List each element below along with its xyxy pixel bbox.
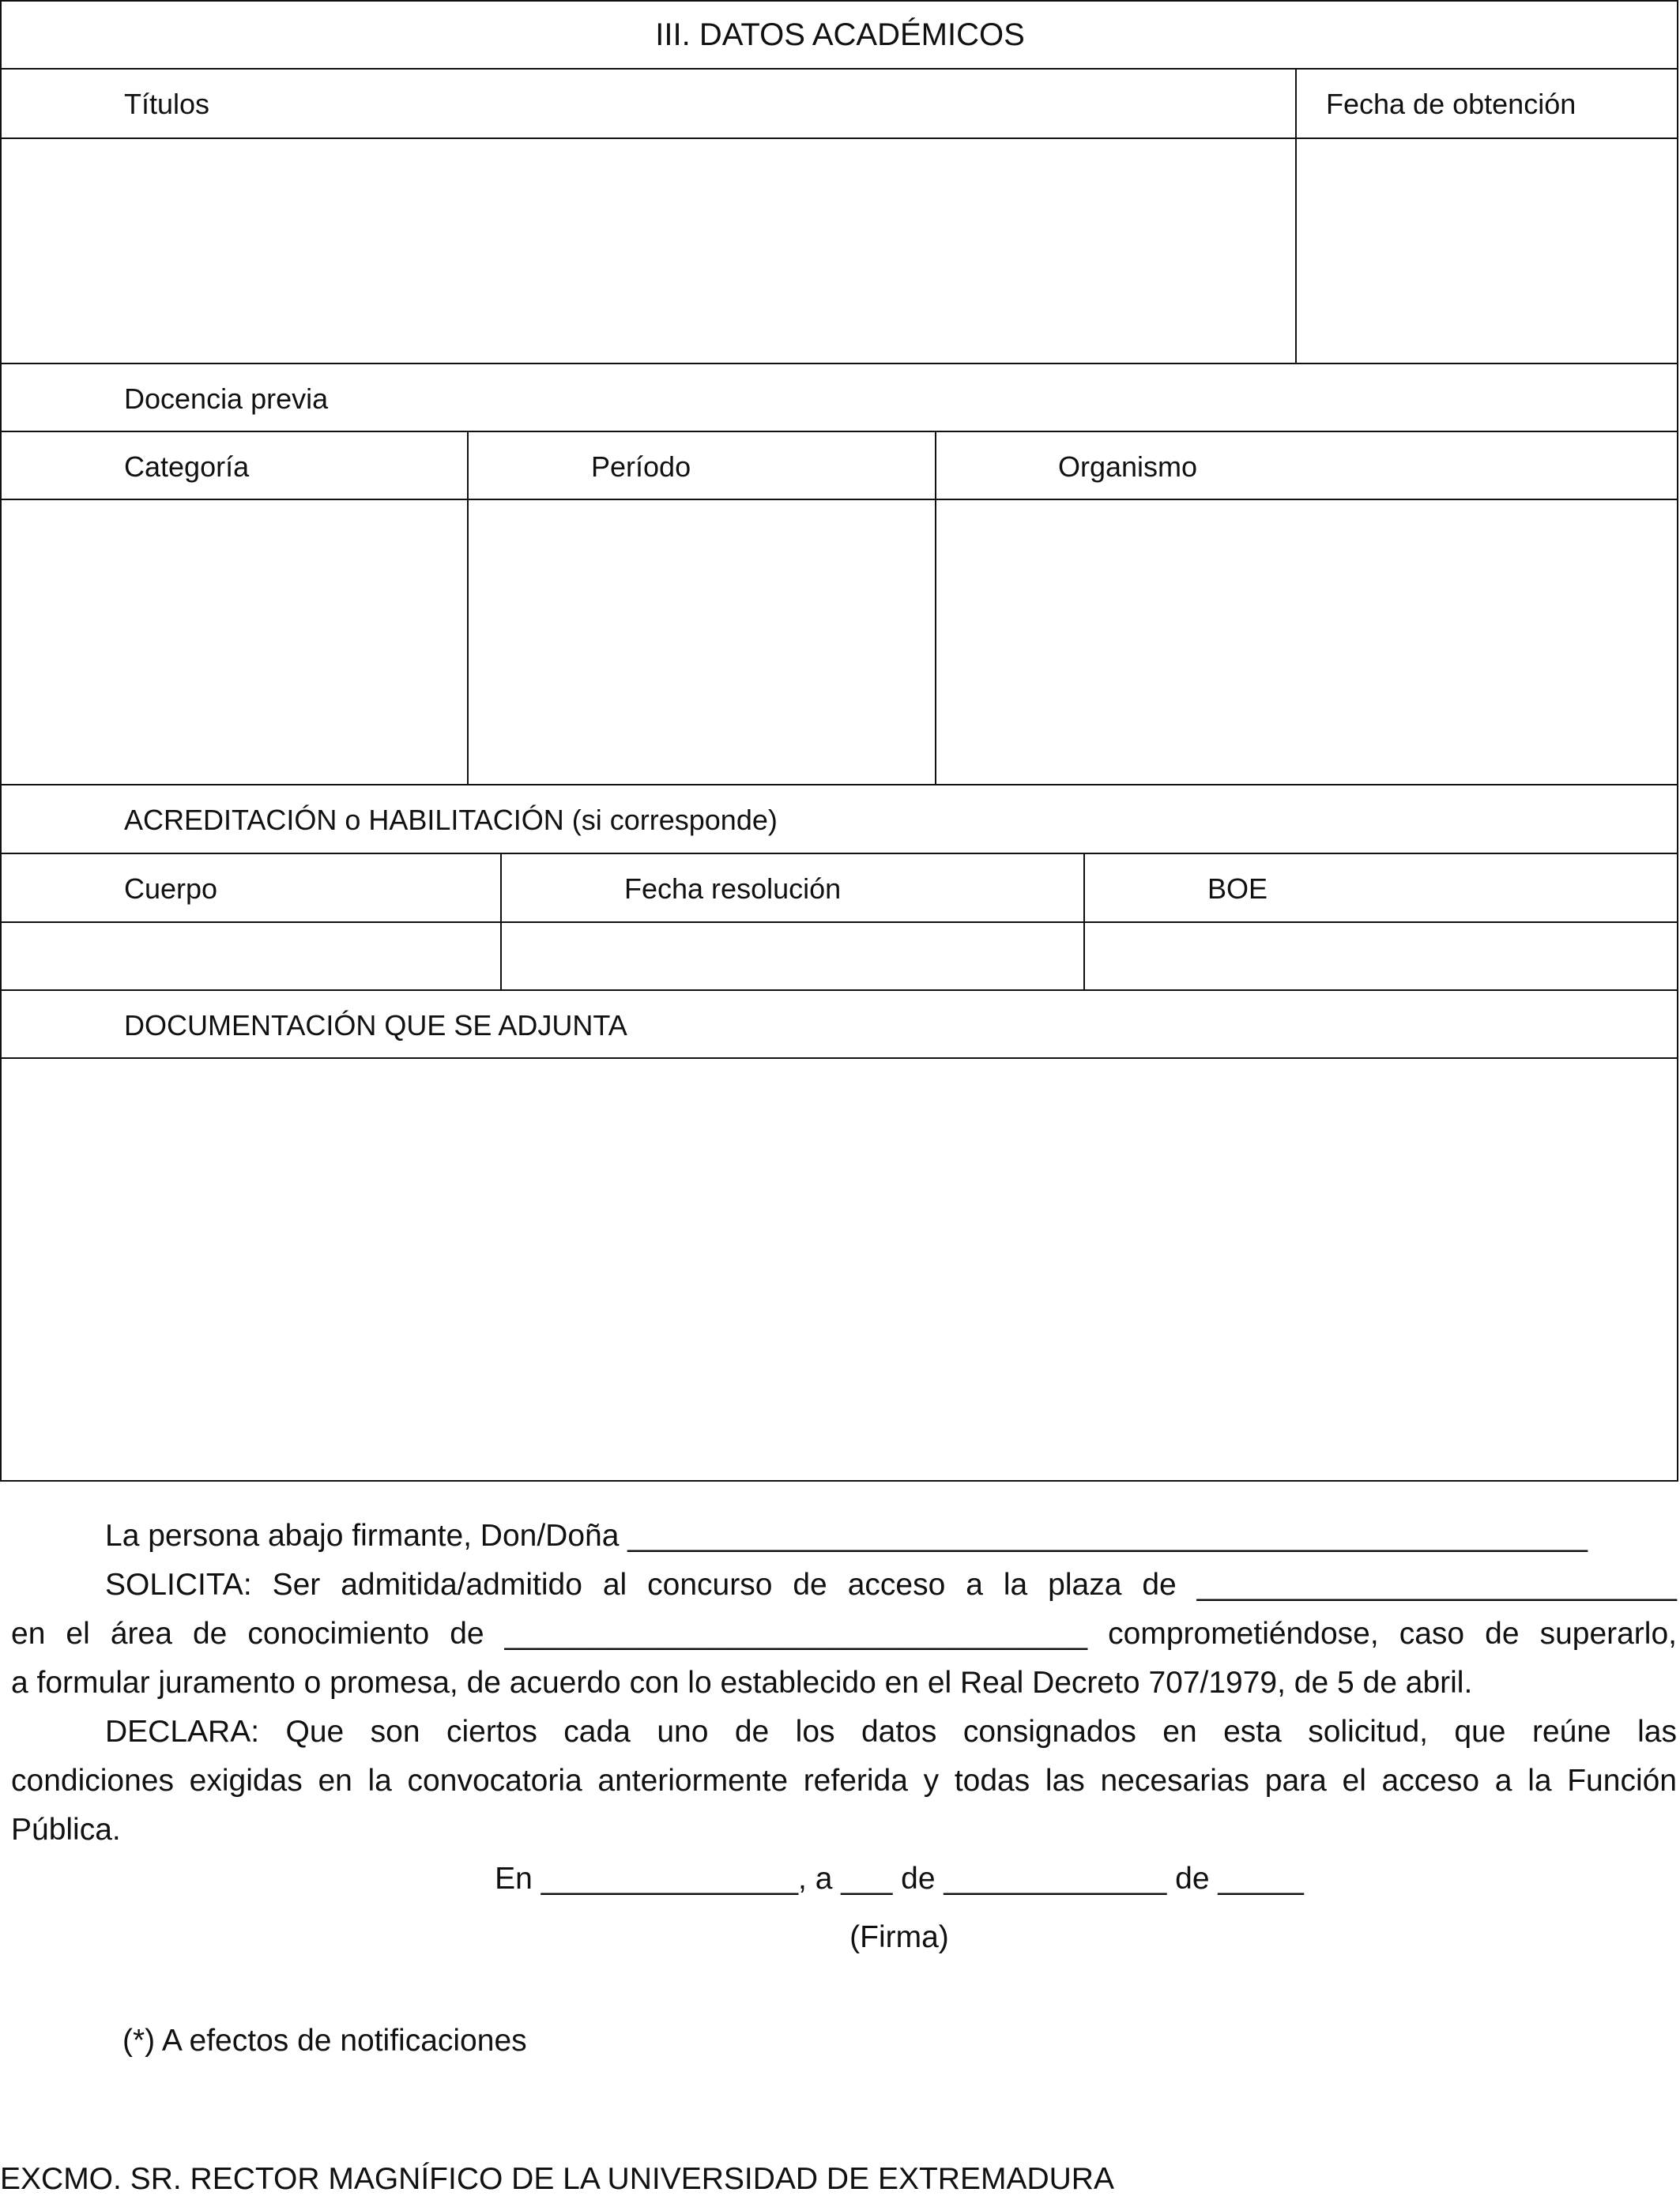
signer-line: La persona abajo firmante, Don/Doña ________________________________________________________ xyxy=(105,1519,1588,1553)
attached-documents-input-cell[interactable] xyxy=(2,1059,1678,1480)
place-date-line: En _______________, a ___ de _____________ de _____ xyxy=(495,1862,1304,1896)
addressee: EXCMO. SR. RECTOR MAGNÍFICO DE LA UNIVERSIDAD DE EXTREMADURA xyxy=(0,2162,1114,2196)
category-header: Categoría xyxy=(124,450,250,483)
row-divider xyxy=(2,989,1678,991)
section-title: III. DATOS ACADÉMICOS xyxy=(655,17,1025,52)
resolution-date-header: Fecha resolución xyxy=(624,872,842,905)
period-input-cell[interactable] xyxy=(469,500,935,784)
body-input-cell[interactable] xyxy=(2,923,500,989)
request-line-2: en el área de conocimiento de __________________________________ comprometiéndose, caso de superarlo, xyxy=(11,1617,1677,1651)
attached-documents-heading: DOCUMENTACIÓN QUE SE ADJUNTA xyxy=(124,1009,627,1041)
request-line-1: SOLICITA: Ser admitida/admitido al concurso de acceso a la plaza de ____________________________ xyxy=(105,1568,1677,1602)
boe-header: BOE xyxy=(1207,872,1268,905)
row-divider xyxy=(2,68,1678,70)
category-input-cell[interactable] xyxy=(2,500,467,784)
declare-line-3: Pública. xyxy=(11,1813,121,1847)
row-divider xyxy=(2,431,1678,432)
row-divider xyxy=(2,853,1678,854)
titles-header: Títulos xyxy=(124,88,210,120)
declare-line-2: condiciones exigidas en la convocatoria anteriormente referida y todas las necesarias para el acceso a la Función xyxy=(11,1764,1677,1798)
organism-header: Organismo xyxy=(1058,450,1198,483)
signature-label: (Firma) xyxy=(849,1920,949,1954)
row-divider xyxy=(2,363,1678,364)
accreditation-heading: ACREDITACIÓN o HABILITACIÓN (si corresponde) xyxy=(124,804,778,836)
notification-note: (*) A efectos de notificaciones xyxy=(122,2024,527,2058)
titles-input-cell[interactable] xyxy=(2,139,1295,363)
period-header: Período xyxy=(591,450,691,483)
date-obtained-input-cell[interactable] xyxy=(1297,139,1678,363)
request-line-3: a formular juramento o promesa, de acuerdo con lo establecido en el Real Decreto 707/1979, de 5 de abril. xyxy=(11,1666,1473,1700)
body-header: Cuerpo xyxy=(124,872,218,905)
row-divider xyxy=(2,784,1678,785)
resolution-date-input-cell[interactable] xyxy=(502,923,1083,989)
prior-teaching-heading: Docencia previa xyxy=(124,382,329,415)
organism-input-cell[interactable] xyxy=(936,500,1678,784)
date-obtained-header: Fecha de obtención xyxy=(1326,88,1576,120)
declare-line-1: DECLARA: Que son ciertos cada uno de los datos consignados en esta solicitud, que reúne las xyxy=(105,1715,1677,1749)
boe-input-cell[interactable] xyxy=(1085,923,1678,989)
